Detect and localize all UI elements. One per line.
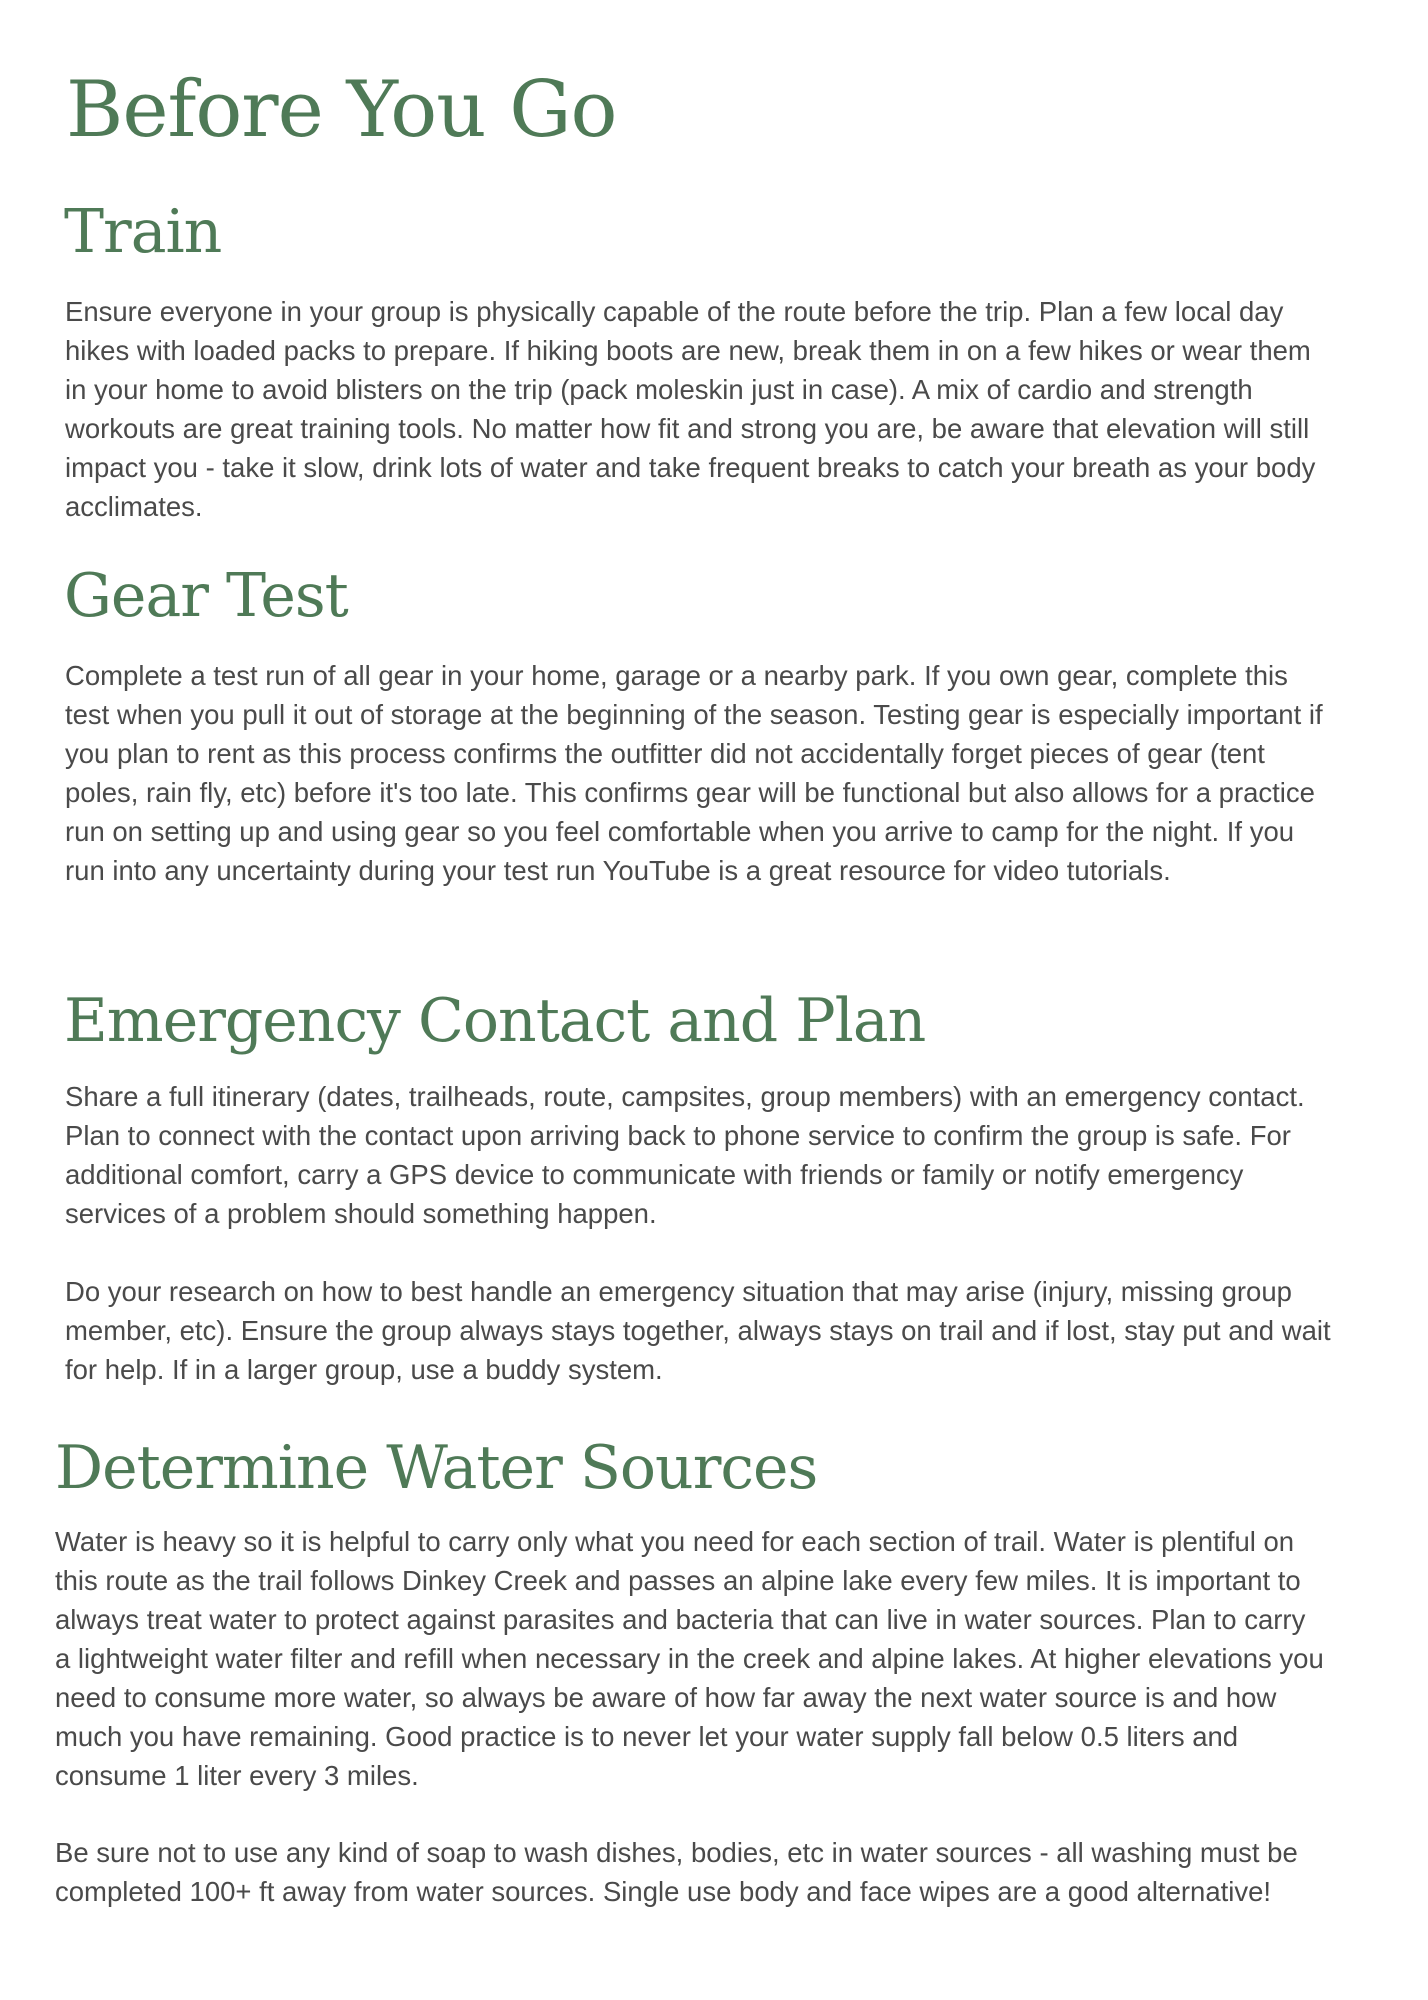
- section-heading-train: Train: [64, 197, 222, 267]
- section-paragraph-train: Ensure everyone in your group is physically capable of the route before the trip. Plan a few local day hikes with loaded packs to prepare. If hiking boots are new, break them in on a few hikes or wear them in your home to avoid blisters on the trip (pack moleskin just in case). A mix of cardio and strength workouts are great training tools. No matter how fit and strong you are, be aware that elevation will still impact you - take it slow, drink lots of water and take frequent breaks to catch your breath as your body acclimates.: [65, 296, 1316, 522]
- section-paragraph-water-sources-1: Water is heavy so it is helpful to carry only what you need for each section of trail. Water is plentiful on this route as the trail follows Dinkey Creek and passes an alpine lake every few miles. It is important to always treat water to protect against parasites and bacteria that can live in water sources. Plan to carry a lightweight water filter and refill when necessary in the creek and alpine lakes. At higher elevations you need to consume more water, so always be aware of how far away the next water source is and how much you have remaining. Good practice is to never let your water supply fall below 0.5 liters and consume 1 liter every 3 miles.: [55, 1526, 1324, 1791]
- section-paragraph-emergency-contact-2: Do your research on how to best handle an emergency situation that may arise (injury, missing group member, etc). Ensure the group always stays together, always stays on trail and if lost, stay put and wait for help. If in a larger group, use a buddy system.: [65, 1276, 1331, 1385]
- section-heading-gear-test: Gear Test: [64, 561, 348, 631]
- section-heading-emergency-contact: Emergency Contact and Plan: [64, 986, 926, 1056]
- section-paragraph-gear-test: Complete a test run of all gear in your home, garage or a nearby park. If you own gear, complete this test when you pull it out of storage at the beginning of the season. Testing gear is especially important if you plan to rent as this process confirms the outfitter did not accidentally forget pieces of gear (tent poles, rain fly, etc) before it's too late. This confirms gear will be functional but also allows for a practice run on setting up and using gear so you feel comfortable when you arrive to camp for the night. If you run into any uncertainty during your test run YouTube is a great resource for video tutorials.: [65, 660, 1323, 886]
- page-title: Before You Go: [66, 65, 617, 155]
- section-paragraph-emergency-contact-1: Share a full itinerary (dates, trailheads, route, campsites, group members) with an emergency contact. Plan to connect with the contact upon arriving back to phone service to confirm the group is safe. For additional comfort, carry a GPS device to communicate with friends or family or notify emergency services of a problem should something happen.: [65, 1081, 1305, 1229]
- section-paragraph-water-sources-2: Be sure not to use any kind of soap to wash dishes, bodies, etc in water sources - all washing must be completed 100+ ft away from water sources. Single use body and face wipes are a good alternative!: [55, 1837, 1298, 1907]
- section-heading-water-sources: Determine Water Sources: [55, 1433, 818, 1503]
